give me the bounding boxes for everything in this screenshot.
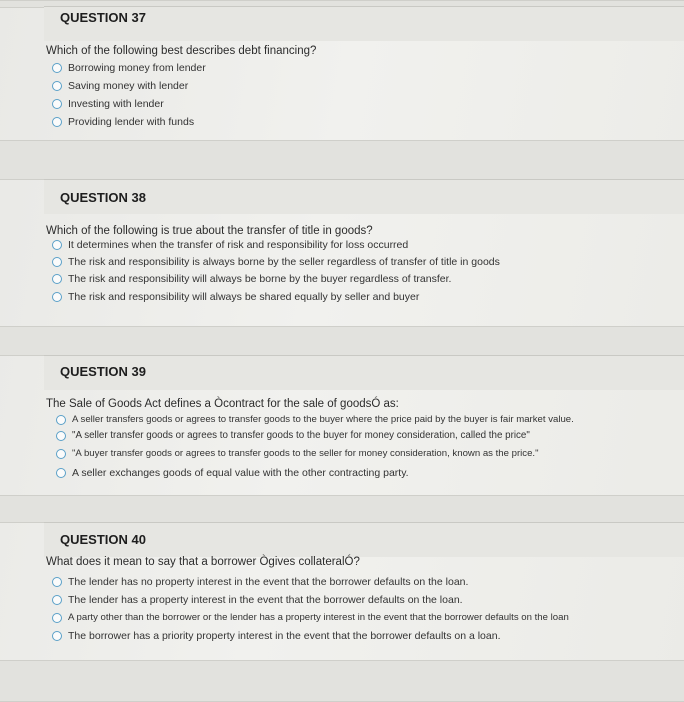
radio-button[interactable] xyxy=(56,415,66,425)
answer-option-label: A seller transfers goods or agrees to transfer goods to the buyer where the price paid by the buyer is fair market value. xyxy=(72,414,574,425)
answer-option[interactable] xyxy=(52,62,206,74)
answer-option-label: "A seller transfer goods or agrees to transfer goods to the buyer for money consideration, called the price" xyxy=(72,430,530,441)
radio-button[interactable] xyxy=(52,595,62,605)
question-title: QUESTION 37 xyxy=(60,10,146,25)
answer-option-label: Borrowing money from lender xyxy=(68,62,206,74)
radio-button[interactable] xyxy=(52,117,62,127)
radio-button[interactable] xyxy=(52,99,62,109)
radio-button[interactable] xyxy=(52,63,62,73)
question-title: QUESTION 39 xyxy=(60,364,146,379)
answer-option-label: The lender has a property interest in the event that the borrower defaults on the loan. xyxy=(68,594,463,606)
answer-option[interactable] xyxy=(52,98,164,110)
question-title: QUESTION 38 xyxy=(60,190,146,205)
separator-band xyxy=(0,495,684,523)
answer-option[interactable] xyxy=(52,116,194,128)
answer-option[interactable] xyxy=(56,448,539,459)
answer-option-label: The risk and responsibility is always borne by the seller regardless of transfer of title in goods xyxy=(68,256,500,268)
answer-option-label: A seller exchanges goods of equal value with the other contracting party. xyxy=(72,467,409,479)
radio-button[interactable] xyxy=(52,577,62,587)
answer-option[interactable] xyxy=(52,273,451,285)
radio-button[interactable] xyxy=(52,274,62,284)
answer-option-label: The risk and responsibility will always be borne by the buyer regardless of transfer. xyxy=(68,273,452,285)
answer-option-label: Providing lender with funds xyxy=(68,116,195,128)
radio-button[interactable] xyxy=(52,81,62,91)
answer-option[interactable] xyxy=(52,612,569,623)
radio-button[interactable] xyxy=(52,631,62,641)
answer-option[interactable] xyxy=(52,239,408,251)
answer-option[interactable] xyxy=(52,80,188,92)
answer-option-label: It determines when the transfer of risk and responsibility for loss occurred xyxy=(68,239,409,251)
answer-option-label: The borrower has a priority property interest in the event that the borrower defaults on a loan. xyxy=(68,630,501,642)
question-text: The Sale of Goods Act defines a Òcontract for the sale of goodsÓ as: xyxy=(46,398,399,410)
radio-button[interactable] xyxy=(52,240,62,250)
question-text: What does it mean to say that a borrower Ògives collateralÓ? xyxy=(46,556,360,568)
answer-option[interactable] xyxy=(56,467,409,479)
radio-button[interactable] xyxy=(56,449,66,459)
answer-option[interactable] xyxy=(52,594,463,606)
radio-button[interactable] xyxy=(56,468,66,478)
question-text: Which of the following is true about the transfer of title in goods? xyxy=(46,225,373,237)
separator-band xyxy=(0,660,684,702)
answer-option-label: The risk and responsibility will always be shared equally by seller and buyer xyxy=(68,291,420,303)
radio-button[interactable] xyxy=(52,292,62,302)
answer-option[interactable] xyxy=(52,576,468,588)
answer-option-label: Investing with lender xyxy=(68,98,164,110)
answer-option[interactable] xyxy=(52,630,500,642)
answer-option-label: Saving money with lender xyxy=(68,80,189,92)
separator-band xyxy=(0,326,684,356)
answer-option-label: "A buyer transfer goods or agrees to transfer goods to the seller for money consideration, known as the price." xyxy=(72,448,539,459)
radio-button[interactable] xyxy=(52,613,62,623)
question-title: QUESTION 40 xyxy=(60,532,146,547)
radio-button[interactable] xyxy=(56,431,66,441)
answer-option[interactable] xyxy=(56,414,574,425)
question-text: Which of the following best describes debt financing? xyxy=(46,45,317,57)
answer-option-label: The lender has no property interest in the event that the borrower defaults on the loan. xyxy=(68,576,469,588)
separator-band xyxy=(0,140,684,180)
radio-button[interactable] xyxy=(52,257,62,267)
answer-option[interactable] xyxy=(52,256,500,268)
answer-option-label: A party other than the borrower or the lender has a property interest in the event that the borrower defaults on the loan xyxy=(68,612,569,623)
answer-option[interactable] xyxy=(56,430,530,441)
answer-option[interactable] xyxy=(52,291,419,303)
